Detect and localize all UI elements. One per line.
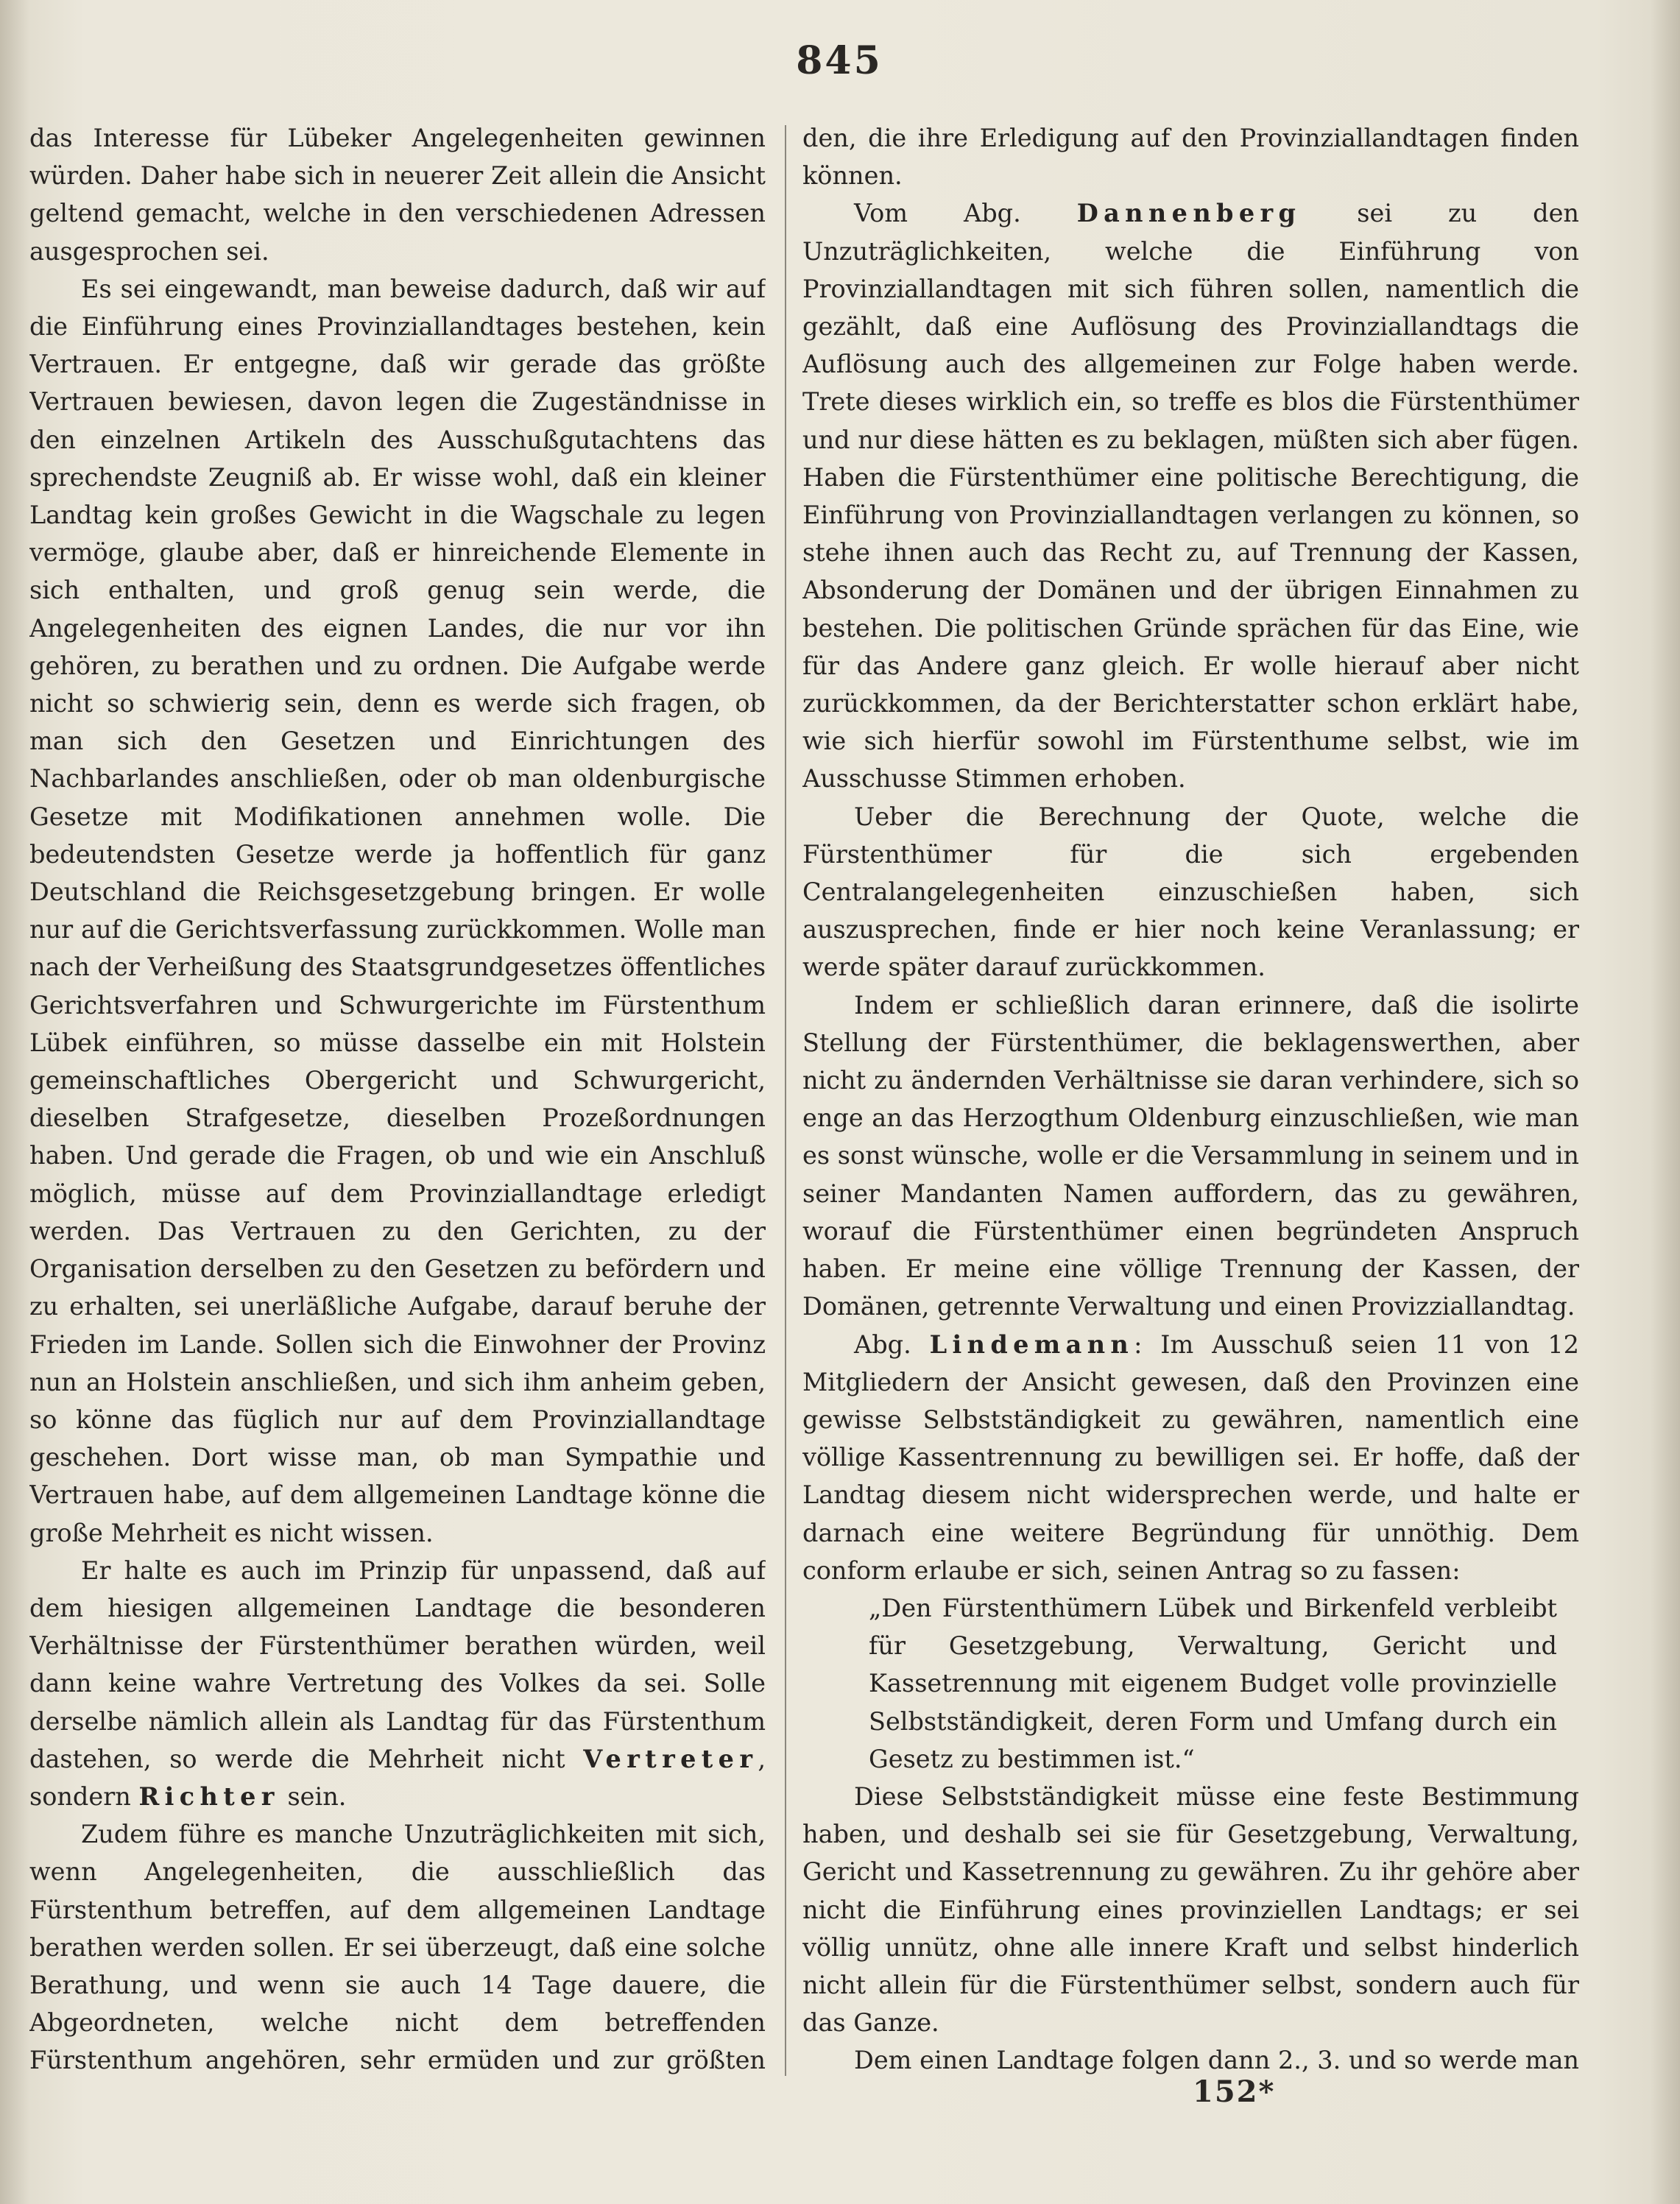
paragraph-text: Er halte es auch im Prinzip für unpassend, daß auf dem hiesigen allgemeinen Landtage die besonderen Verhältnisse der Fürstenthümer berathen würden, weil dann keine wahre Vertretung des Volkes da sei. Solle derselbe nämlich allein als Landtag für das Fürstenthum dastehen, so werde die Mehrheit nicht [29,1555,766,1773]
paragraph-text: sein. [287,1781,347,1811]
paragraph: den, die ihre Erledigung auf den Provinziallandtagen finden können. [802,124,1579,191]
paragraph: Indem er schließlich daran erinnere, daß die isolirte Stellung der Fürstenthümer, die beklagenswerthen, aber nicht zu ändernden Verhältnisse sie daran verhindere, sich so enge an das Herzogthum Oldenburg einzuschließen, wie man es sonst wünsche, wolle er die Versammlung in seinem und in seiner Mandanten Namen auffordern, das zu gewähren, worauf die Fürstenthümer einen begründeten Anspruch haben. Er meine eine völlige Trennung der Kassen, der Domänen, getrennte Verwaltung und einen Provizziallandtag. [802,990,1579,1321]
paragraph [29,1552,766,1815]
paragraph [802,194,1579,797]
paragraph: Zudem führe es manche Unzuträglichkeiten mit sich, wenn Angelegenheiten, die ausschließlich das Fürstenthum betreffen, auf dem allgemeinen Landtage berathen werden sollen. Er sei überzeugt, daß eine solche Berathung, und wenn sie auch 14 Tage dauere, die Abgeordneten, welche nicht dem betreffenden Fürstenthum angehören, sehr ermüden und zur größten [29,1820,766,2075]
page-edge-shadow [1651,0,1680,2204]
paragraph-text: sei zu den Unzuträglichkeiten, welche die Einführung von Provinziallandtagen mit sich führen sollen, namentlich die gezählt, daß eine Auflösung des Provinziallandtags die Auflösung auch des allgemeinen zur Folge haben werde. Trete dieses wirklich ein, so treffe es blos die Fürstenthümer und nur diese hätten es zu beklagen, müßten sich aber fügen. Haben die Fürstenthümer eine politische Berechtigung, die Einführung von Provinziallandtagen verlangen zu können, so stehe ihnen auch das Recht zu, auf Trennung der Kassen, Absonderung der Domänen und der übrigen Einnahmen zu bestehen. Die politischen Gründe sprächen für das Eine, wie für das Andere ganz gleich. Er wolle hierauf aber nicht zurückkommen, da der Berichterstatter schon erklärt habe, wie sich hierfür sowohl im Fürstenthume selbst, wie im Ausschusse Stimmen erhoben. [802,199,1579,794]
paragraph-text: Vom Abg. [854,199,1021,228]
motion-quote: „Den Fürstenthümern Lübek und Birkenfeld verbleibt für Gesetzgebung, Verwaltung, Gericht und Kassetrennung mit eigenem Budget volle provinzielle Selbstständigkeit, deren Form und Umfang durch ein Gesetz zu bestimmen ist.“ [869,1593,1557,1773]
page-number: 845 [796,38,883,83]
emphasized-word: Vertreter [583,1744,758,1773]
paragraph: Ueber die Berechnung der Quote, welche die Fürstenthümer für die sich ergebenden Centralangelegenheiten einzuschießen haben, sich auszusprechen, finde er hier noch keine Veranlassung; er werde später darauf zurückkommen. [802,802,1579,982]
page-edge-shadow [0,0,29,2204]
paragraph: Es sei eingewandt, man beweise dadurch, daß wir auf die Einführung eines Provinziallandtages bestehen, kein Vertrauen. Er entgegne, daß wir gerade das größte Vertrauen bewiesen, davon legen die Zugeständnisse in den einzelnen Artikeln des Ausschußgutachtens das sprechendste Zeugniß ab. Er wisse wohl, daß ein kleiner Landtag kein großes Gewicht in die Wagschale zu legen vermöge, glaube aber, daß er hinreichende Elemente in sich enthalten, und groß genug sein werde, die Angelegenheiten des eignen Landes, die nur vor ihn gehören, zu berathen und zu ordnen. Die Aufgabe werde nicht so schwierig sein, denn es werde sich fragen, ob man sich den Gesetzen und Einrichtungen des Nachbarlandes anschließen, oder ob man oldenburgische Gesetze mit Modifikationen annehmen wolle. Die bedeutendsten Gesetze werde ja hoffentlich für ganz Deutschland die Reichsgesetzgebung bringen. Er wolle nur auf die Gerichtsverfassung zurückkommen. Wolle man nach der Verheißung des Staatsgrundgesetzes öffentliches Gerichtsverfahren und Schwurgerichte im Fürstenthum Lübek einführen, so müsse dasselbe ein mit Holstein gemeinschaftliches Obergericht und Schwurgericht, dieselben Strafgesetze, dieselben Prozeßordnungen haben. Und gerade die Fragen, ob und wie ein Anschluß möglich, müsse auf dem Provinziallandtage erledigt werden. Das Vertrauen zu den Gerichten, zu der Organisation derselben zu den Gesetzen zu befördern und zu erhalten, sei unerläßliche Aufgabe, darauf beruhe der Frieden im Lande. Sollen sich die Einwohner der Provinz nun an Holstein anschließen, und sich ihm anheim geben, so könne das füglich nur auf dem Provinziallandtage geschehen. Dort wisse man, ob man Sympathie und Vertrauen habe, auf dem allgemeinen Landtage könne die große Mehrheit es nicht wissen. [29,274,766,1547]
paragraph: das Interesse für Lübeker Angelegenheiten gewinnen würden. Daher habe sich in neuerer Zeit allein die Ansicht geltend gemacht, welche in den verschiedenen Adressen ausgesprochen sei. [29,124,766,266]
paragraph: Diese Selbstständigkeit müsse eine feste Bestimmung haben, und deshalb sei sie für Gesetzgebung, Verwaltung, Gericht und Kassetrennung zu gewähren. Zu ihr gehöre aber nicht die Einführung eines provinziellen Landtags; er sei völlig unnütz, ohne alle innere Kraft und selbst hinderlich nicht allein für die Fürstenthümer selbst, sondern auch für das Ganze. [802,1781,1579,2038]
paragraph: Dem einen Landtage folgen dann 2., 3. und so werde man [854,2046,1579,2075]
paragraph-text: Abg. [854,1329,911,1359]
paragraph-text: : Im Ausschuß seien 11 von 12 Mitgliedern der Ansicht gewesen, daß den Provinzen eine gewisse Selbstständigkeit zu gewähren, namentlich eine völlige Kassentrennung zu bewilligen sei. Er hoffe, daß der Landtag diesem nicht widersprechen werde, und halte er darnach eine weitere Begründung für unnöthig. Dem conform erlaube er sich, seinen Antrag so zu fassen: [802,1329,1579,1585]
printer-signature-mark: 152* [1193,2074,1276,2109]
left-column [29,119,766,2077]
speaker-name: Lindemann [929,1329,1134,1359]
column-divider [785,125,786,2076]
speaker-name: Dannenberg [1076,199,1302,228]
emphasized-word: Richter [138,1781,280,1811]
paragraph-text: , sondern [29,1744,766,1811]
paragraph [802,1326,1579,1589]
right-column [802,119,1579,2077]
